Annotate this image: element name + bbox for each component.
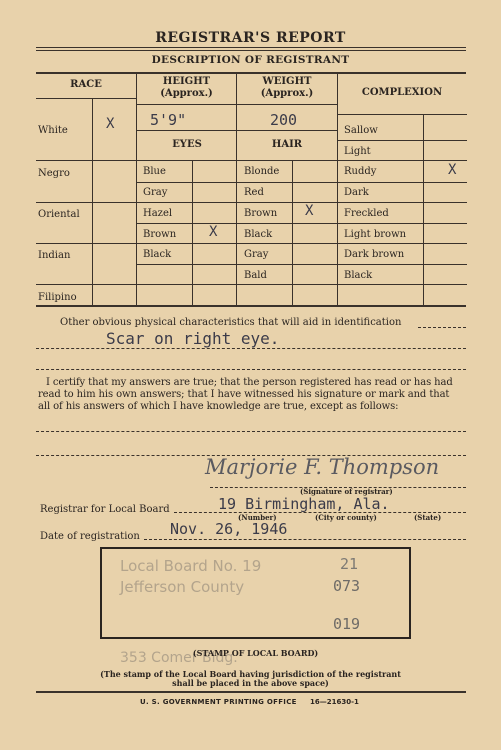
stamp-number-1: 21 [340,555,359,573]
board-value: 19 Birmingham, Ala. [218,495,390,513]
footer-rule [36,691,466,693]
complexion-light-brown: Light brown [344,229,407,240]
certify-line-1: I certify that my answers are true; that the person registered has read or has had [46,377,453,388]
complexion-freckled: Freckled [344,208,389,219]
complexion-sallow: Sallow [344,125,378,136]
weight-heading: WEIGHT [262,76,312,87]
race-heading: RACE [70,79,102,90]
stamp-number-3: 019 [333,615,361,633]
complexion-heading: COMPLEXION [361,87,443,98]
stamp-note-1: (The stamp of the Local Board having jurisdiction of the registrant [100,669,401,679]
hair-brown-mark: X [305,203,314,219]
race-white-mark: X [106,116,115,132]
characteristics-value: Scar on right eye. [106,329,280,348]
race-negro: Negro [38,168,70,179]
height-heading: HEIGHT [162,76,211,87]
stamp-number-2: 073 [333,577,361,595]
eyes-hazel: Hazel [143,208,173,219]
eyes-brown-mark: X [209,224,218,240]
hair-red: Red [244,187,264,198]
board-label: Registrar for Local Board [40,504,170,515]
signature-caption: (Signature of registrar) [300,487,393,496]
board-caption-number: (Number) [238,513,277,522]
eyes-black: Black [143,249,172,260]
race-indian: Indian [38,250,71,261]
stamp-line-1: Local Board No. 19 [120,557,262,575]
hair-bald: Bald [244,270,267,281]
footer-form-number: 16—21630-1 [310,698,359,706]
race-oriental: Oriental [38,209,80,220]
board-caption-city: (City or county) [315,513,377,522]
hair-blonde: Blonde [244,166,280,177]
stamp-caption: (STAMP OF LOCAL BOARD) [192,648,319,658]
complexion-ruddy: Ruddy [344,166,377,177]
eyes-blue: Blue [143,166,166,177]
date-value: Nov. 26, 1946 [170,520,288,538]
form-title: REGISTRAR'S REPORT [155,30,346,46]
race-white: White [38,125,68,136]
registrar-signature: Marjorie F. Thompson [205,455,440,479]
characteristics-label: Other obvious physical characteristics that will aid in identification [60,317,402,328]
height-subheading: (Approx.) [160,88,213,99]
stamp-line-2: Jefferson County [120,578,245,596]
footer-office: U. S. GOVERNMENT PRINTING OFFICE [140,698,297,706]
complexion-dark: Dark [344,187,369,198]
eyes-gray: Gray [143,187,168,198]
title-rule [36,47,466,48]
race-filipino: Filipino [38,292,77,303]
hair-brown: Brown [244,208,278,219]
stamp-line-3: 353 Comer Bldg. [120,650,238,666]
date-label: Date of registration [40,531,140,542]
complexion-light: Light [344,146,371,157]
complexion-dark-brown: Dark brown [344,249,405,260]
certify-line-2: read to him his own answers; that I have witnessed his signature or mark and that [38,389,450,400]
weight-subheading: (Approx.) [260,88,314,99]
complexion-ruddy-mark: X [448,162,457,178]
hair-heading: HAIR [271,139,303,150]
title-rule-2 [36,50,466,51]
certify-line-3: all of his answers of which I have knowledge are true, except as follows: [38,401,399,412]
weight-value: 200 [270,111,298,129]
board-caption-state: (State) [414,513,442,522]
eyes-heading: EYES [172,139,202,150]
hair-black: Black [244,229,273,240]
height-value: 5'9" [150,111,187,129]
eyes-brown: Brown [143,229,177,240]
hair-gray: Gray [244,249,269,260]
table-top-rule [36,72,466,74]
form-subtitle: DESCRIPTION OF REGISTRANT [151,54,350,66]
stamp-note-2: shall be placed in the above space) [172,678,329,688]
complexion-black: Black [344,270,373,281]
